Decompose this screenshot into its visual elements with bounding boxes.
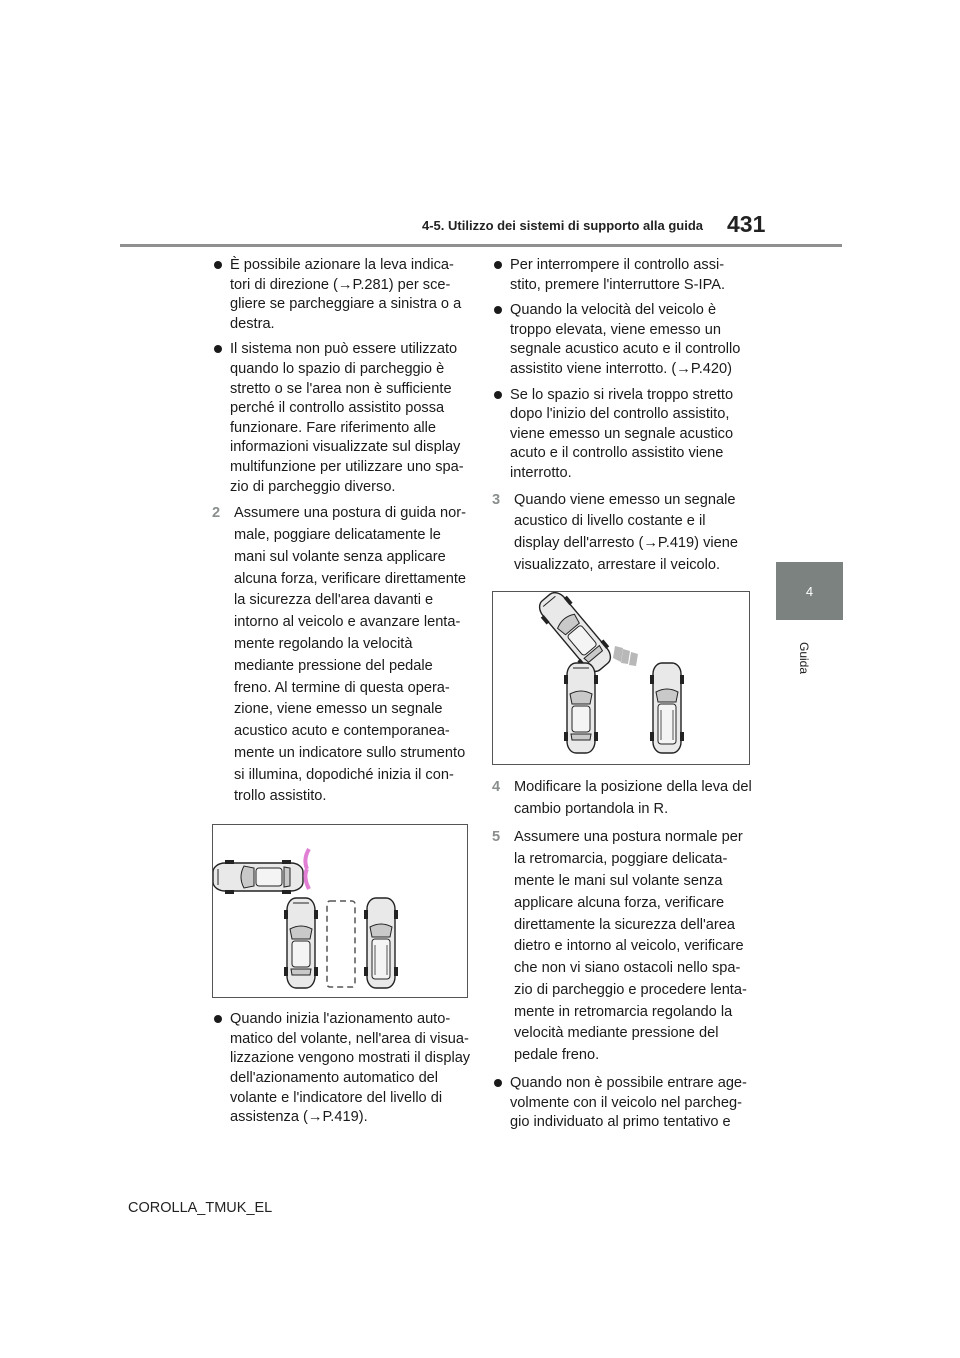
step-item xyxy=(492,490,754,577)
sensor-highlight-icon xyxy=(305,849,309,889)
step-number: 5 xyxy=(492,829,501,846)
bullet-icon xyxy=(494,391,502,399)
bullet-text: Per interrompere il controllo assi-stito, premere l'interruttore S-IPA. xyxy=(510,257,726,293)
chapter-tab xyxy=(776,562,843,620)
list-item xyxy=(212,256,474,334)
bullet-text: Quando non è possibile entrare age-volmente con il veicolo nel parcheg-gio individuato al primo tentativo e xyxy=(510,1075,747,1131)
bullet-icon xyxy=(494,306,502,314)
chapter-label: Guida xyxy=(797,641,811,675)
chapter-label-box xyxy=(784,636,824,680)
step-text: Quando viene emesso un segnale acustico di livello costante e il display dell'arresto (→P.419) viene visualizzato, arrestare il veicolo. xyxy=(514,491,738,573)
step-number: 4 xyxy=(492,778,501,795)
chapter-number: 4 xyxy=(805,583,814,599)
header-divider xyxy=(120,244,842,247)
section-title: 4-5. Utilizzo dei sistemi di supporto alla guida xyxy=(422,218,703,233)
left-column xyxy=(212,256,474,1134)
figure-parking-start xyxy=(212,824,468,998)
bullet-icon xyxy=(214,261,222,269)
list-item xyxy=(492,301,754,379)
bullet-icon xyxy=(494,1079,502,1087)
bullet-icon xyxy=(214,345,222,353)
parked-car-icon xyxy=(564,663,598,753)
parked-wagon-icon xyxy=(650,663,684,753)
figure-parking-stop xyxy=(492,591,750,765)
list-item xyxy=(492,1074,754,1133)
step-number: 2 xyxy=(212,505,221,522)
bullet-icon xyxy=(214,1015,222,1023)
step-text: Assumere una postura normale per la retromarcia, poggiare delicata-mente le mani sul volante senza applicare alcuna forza, verificare direttamente la sicurezza dell'area dietro e intorno al veicolo, verificare che non vi siano ostacoli nello spa-zio di parcheggio e procedere lenta-mente in retromarcia regolando la velocità mediante pressione del pedale freno. xyxy=(514,829,747,1064)
step-item xyxy=(212,503,474,808)
step-text: Assumere una postura di guida nor-male, poggiare delicatamente le mani sul volante senza applicare alcuna forza, verificare direttamente la sicurezza dell'area davanti e intorno al veicolo e avanzare lenta-mente regolando la velocità mediante pressione del pedale freno. Al termine di questa opera-zione, viene emesso un segnale acustico acuto e contemporanea-mente un indicatore sullo strumento si illumina, dopodiché inizia il con-trollo assistito. xyxy=(234,505,467,805)
bullet-text: Il sistema non può essere utilizzato quando lo spazio di parcheggio è stretto o se l'area non è sufficiente perché il controllo assistito possa funzionare. Fare riferimento alle informazioni visualizzate sul display multifunzione per utilizzare uno spa-zio di parcheggio diverso. xyxy=(230,341,464,495)
target-space-icon xyxy=(327,901,355,987)
bullet-icon xyxy=(494,261,502,269)
step-item xyxy=(492,827,754,1067)
step-number: 3 xyxy=(492,491,501,508)
bullet-text: Quando inizia l'azionamento auto-matico del volante, nell'area di visua-lizzazione vengono mostrati il display dell'azionamento automatico del volante e l'indicatore del livello di assistenza (→P.419). xyxy=(230,1011,471,1126)
parking-illustration xyxy=(213,825,467,997)
step-item xyxy=(492,777,754,821)
step-text: Modificare la posizione della leva del cambio portandola in R. xyxy=(514,778,752,817)
list-item xyxy=(212,340,474,497)
parked-wagon-icon xyxy=(364,898,398,988)
bullet-text: È possibile azionare la leva indica-tori di direzione (→P.281) per sce-gliere se parcheggiare a sinistra o a destra. xyxy=(230,257,462,332)
footer-code: COROLLA_TMUK_EL xyxy=(128,1200,273,1216)
arrow-icon xyxy=(613,646,638,666)
list-item xyxy=(492,386,754,484)
car-icon xyxy=(213,860,303,894)
bullet-text: Quando la velocità del veicolo è troppo elevata, viene emesso un segnale acustico acuto e il controllo assistito viene interrotto. (→P.420) xyxy=(510,302,741,377)
page-number: 431 xyxy=(727,211,766,237)
list-item xyxy=(212,1010,474,1128)
parked-car-icon xyxy=(284,898,318,988)
list-item xyxy=(492,256,754,295)
stop-illustration xyxy=(493,592,749,764)
bullet-text: Se lo spazio si rivela troppo stretto dopo l'inizio del controllo assistito, viene emesso un segnale acustico acuto e il controllo assistito viene interrotto. xyxy=(510,386,734,481)
right-column xyxy=(492,256,754,1139)
